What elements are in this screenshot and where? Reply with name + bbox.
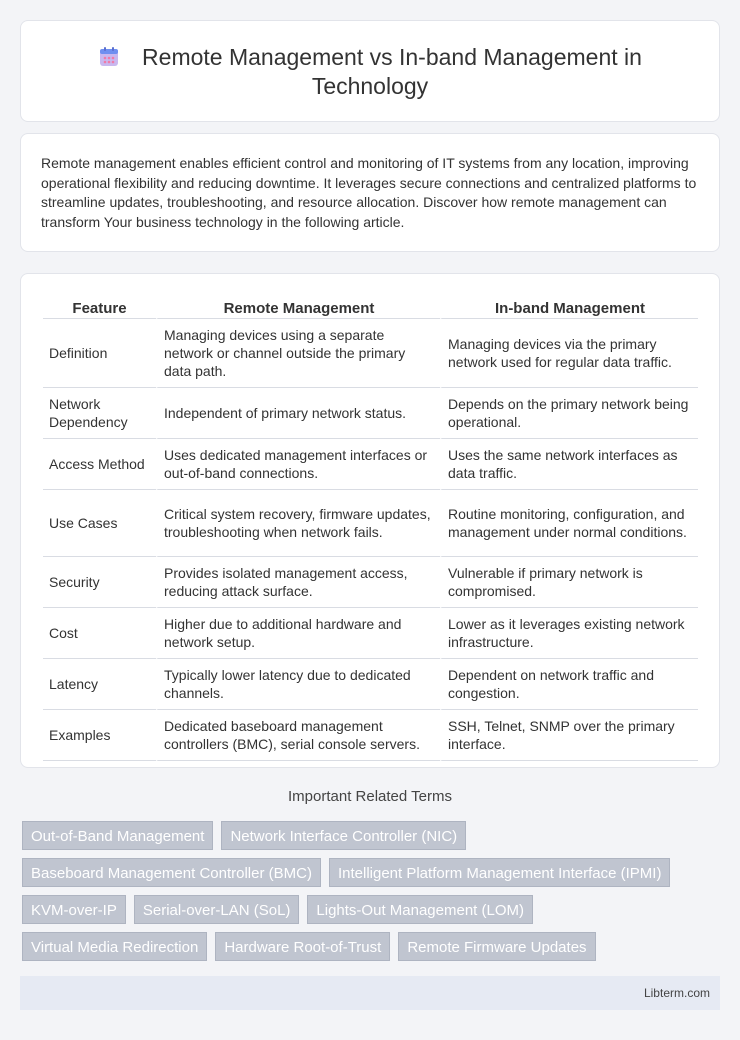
table-row xyxy=(43,319,698,388)
related-term-tag[interactable]: Virtual Media Redirection xyxy=(22,932,207,961)
title-card xyxy=(20,20,720,122)
table-row xyxy=(43,439,698,490)
inband-cell: Lower as it leverages existing network infrastructure. xyxy=(440,608,698,659)
feature-cell: Use Cases xyxy=(43,490,156,557)
footer xyxy=(20,976,720,1010)
related-term-tag[interactable]: Lights-Out Management (LOM) xyxy=(307,895,533,924)
remote-cell: Higher due to additional hardware and network setup. xyxy=(156,608,440,659)
remote-cell: Typically lower latency due to dedicated channels. xyxy=(156,659,440,710)
inband-cell: Uses the same network interfaces as data traffic. xyxy=(440,439,698,490)
feature-cell: Definition xyxy=(43,319,156,388)
remote-cell: Managing devices using a separate network or channel outside the primary data path. xyxy=(156,319,440,388)
header-feature: Feature xyxy=(43,294,156,319)
table-row xyxy=(43,659,698,710)
related-term-tag[interactable]: Out-of-Band Management xyxy=(22,821,213,850)
header-in-band-management: In-band Management xyxy=(440,294,698,319)
remote-cell: Provides isolated management access, reducing attack surface. xyxy=(156,557,440,608)
related-term-tag[interactable]: KVM-over-IP xyxy=(22,895,126,924)
related-terms-list xyxy=(22,821,722,961)
footer-site-link[interactable]: Libterm.com xyxy=(643,986,710,1000)
inband-cell: Routine monitoring, configuration, and management under normal conditions. xyxy=(440,490,698,557)
inband-cell: Dependent on network traffic and congestion. xyxy=(440,659,698,710)
page-title-text: Remote Management vs In-band Management in Technology xyxy=(142,44,642,99)
feature-cell: Cost xyxy=(43,608,156,659)
comparison-card xyxy=(20,273,720,768)
intro-card xyxy=(20,133,720,252)
table-row xyxy=(43,557,698,608)
table-row xyxy=(43,490,698,557)
related-terms-heading: Important Related Terms xyxy=(288,788,452,805)
table-row xyxy=(43,388,698,439)
related-term-tag[interactable]: Baseboard Management Controller (BMC) xyxy=(22,858,321,887)
remote-cell: Critical system recovery, firmware updates, troubleshooting when network fails. xyxy=(156,490,440,557)
feature-cell: Network Dependency xyxy=(43,388,156,439)
feature-cell: Access Method xyxy=(43,439,156,490)
intro-paragraph: Remote management enables efficient control and monitoring of IT systems from any location, improving operational flexibility and reducing downtime. It leverages secure connections and centralized platforms to streamline updates, troubleshooting, and resource allocation. Discover how remote management can transform Your business technology in the following article. xyxy=(41,155,697,230)
table-row xyxy=(43,608,698,659)
inband-cell: Vulnerable if primary network is compromised. xyxy=(440,557,698,608)
feature-cell: Latency xyxy=(43,659,156,710)
table-row xyxy=(43,710,698,761)
remote-cell: Independent of primary network status. xyxy=(156,388,440,439)
comparison-table xyxy=(43,294,698,761)
related-term-tag[interactable]: Hardware Root-of-Trust xyxy=(215,932,390,961)
related-term-tag[interactable]: Network Interface Controller (NIC) xyxy=(221,821,466,850)
inband-cell: Managing devices via the primary network used for regular data traffic. xyxy=(440,319,698,388)
inband-cell: SSH, Telnet, SNMP over the primary interface. xyxy=(440,710,698,761)
remote-cell: Uses dedicated management interfaces or out-of-band connections. xyxy=(156,439,440,490)
header-remote-management: Remote Management xyxy=(156,294,440,319)
calendar-icon xyxy=(98,46,120,68)
inband-cell: Depends on the primary network being operational. xyxy=(440,388,698,439)
related-term-tag[interactable]: Serial-over-LAN (SoL) xyxy=(134,895,300,924)
feature-cell: Security xyxy=(43,557,156,608)
table-header-row xyxy=(43,294,698,319)
related-term-tag[interactable]: Intelligent Platform Management Interface (IPMI) xyxy=(329,858,670,887)
remote-cell: Dedicated baseboard management controllers (BMC), serial console servers. xyxy=(156,710,440,761)
page-title xyxy=(61,43,679,101)
feature-cell: Examples xyxy=(43,710,156,761)
related-term-tag[interactable]: Remote Firmware Updates xyxy=(398,932,595,961)
